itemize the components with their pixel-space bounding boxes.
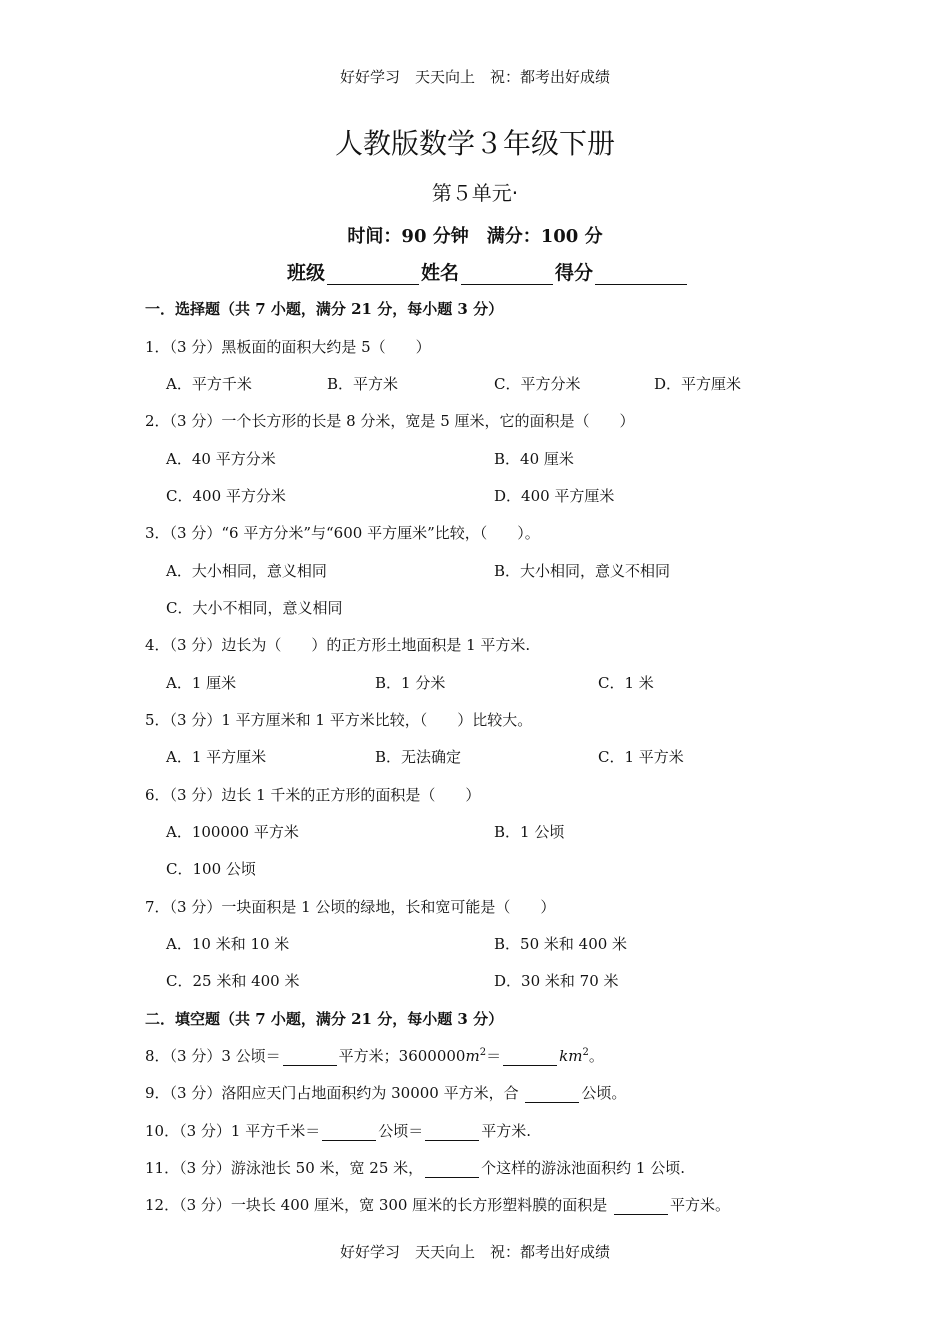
question-9-blank[interactable]	[525, 1086, 579, 1103]
question-4-option-a[interactable]: A．1 厘米	[166, 674, 237, 692]
question-11: 11．（3 分）游泳池长 50 米，宽 25 米， 个这样的游泳池面积约 1 公顷.	[145, 1159, 686, 1177]
question-7-option-c[interactable]: C．25 米和 400 米	[166, 972, 300, 990]
question-8-blank-2[interactable]	[503, 1049, 557, 1066]
section-heading-choice: 一．选择题（共 7 小题，满分 21 分，每小题 3 分）	[145, 300, 504, 318]
page-header: 好好学习 天天向上 祝：都考出好成绩	[339, 68, 610, 86]
question-7-stem: 7．（3 分）一块面积是 1 公顷的绿地，长和宽可能是（ ）	[145, 898, 556, 916]
question-1-option-b[interactable]: B．平方米	[327, 375, 399, 393]
question-7-option-b[interactable]: B．50 米和 400 米	[494, 935, 628, 953]
class-blank[interactable]	[327, 264, 419, 285]
question-11-blank[interactable]	[425, 1161, 479, 1178]
question-8-blank-1[interactable]	[283, 1049, 337, 1066]
question-5-option-a[interactable]: A．1 平方厘米	[166, 748, 267, 766]
question-2-stem: 2．（3 分）一个长方形的长是 8 分米，宽是 5 厘米，它的面积是（ ）	[145, 412, 635, 430]
question-2-option-a[interactable]: A．40 平方分米	[166, 450, 276, 468]
question-7-option-a[interactable]: A．10 米和 10 米	[166, 935, 290, 953]
question-12: 12．（3 分）一块长 400 厘米，宽 300 厘米的长方形塑料膜的面积是 平方米。	[145, 1196, 731, 1214]
score-blank[interactable]	[595, 264, 687, 285]
question-6-option-b[interactable]: B．1 公顷	[494, 823, 565, 841]
question-5-option-c[interactable]: C．1 平方米	[598, 748, 684, 766]
question-3-stem: 3．（3 分）“6 平方分米”与“600 平方厘米”比较，（ ）。	[145, 524, 540, 542]
question-6-option-a[interactable]: A．100000 平方米	[166, 823, 299, 841]
page-footer: 好好学习 天天向上 祝：都考出好成绩	[339, 1243, 610, 1261]
question-1-option-a[interactable]: A．平方千米	[166, 375, 252, 393]
question-5-stem: 5．（3 分）1 平方厘米和 1 平方米比较，（ ）比较大。	[145, 711, 533, 729]
question-2-option-c[interactable]: C．400 平方分米	[166, 487, 286, 505]
question-10: 10．（3 分）1 平方千米＝ 公顷＝ 平方米.	[145, 1122, 532, 1140]
question-10-blank-1[interactable]	[322, 1124, 376, 1141]
name-blank[interactable]	[461, 264, 553, 285]
question-1-stem: 1．（3 分）黑板面的面积大约是 5（ ）	[145, 338, 431, 356]
unit-subtitle: 第５单元·	[431, 181, 519, 205]
score-label: 得分	[555, 262, 594, 284]
question-2-option-b[interactable]: B．40 厘米	[494, 450, 574, 468]
question-4-stem: 4．（3 分）边长为（ ）的正方形土地面积是 1 平方米.	[145, 636, 531, 654]
time-info: 时间：90 分钟 满分：100 分	[347, 226, 603, 247]
student-info-line	[287, 258, 689, 285]
question-4-option-b[interactable]: B．1 分米	[375, 674, 446, 692]
question-10-blank-2[interactable]	[425, 1124, 479, 1141]
question-12-blank[interactable]	[614, 1198, 668, 1215]
question-9: 9．（3 分）洛阳应天门占地面积约为 30000 平方米，合 公顷。	[145, 1084, 627, 1102]
question-4-option-c[interactable]: C．1 米	[598, 674, 654, 692]
question-1-option-d[interactable]: D．平方厘米	[654, 375, 742, 393]
question-2-option-d[interactable]: D．400 平方厘米	[494, 487, 615, 505]
question-5-option-b[interactable]: B．无法确定	[375, 748, 462, 766]
question-3-option-b[interactable]: B．大小相同，意义不相同	[494, 562, 671, 580]
question-6-stem: 6．（3 分）边长 1 千米的正方形的面积是（ ）	[145, 786, 481, 804]
name-label: 姓名	[421, 262, 460, 284]
question-1-option-c[interactable]: C．平方分米	[494, 375, 581, 393]
page-title: 人教版数学３年级下册	[334, 127, 615, 160]
question-3-option-a[interactable]: A．大小相同，意义相同	[166, 562, 327, 580]
question-3-option-c[interactable]: C．大小不相同，意义相同	[166, 599, 343, 617]
question-8: 8．（3 分）3 公顷＝ 平方米；$3600000m^2= km^2$。	[145, 1047, 604, 1065]
section-heading-fill-in: 二．填空题（共 7 小题，满分 21 分，每小题 3 分）	[145, 1010, 504, 1028]
question-7-option-d[interactable]: D．30 米和 70 米	[494, 972, 619, 990]
class-label: 班级	[287, 262, 326, 284]
question-6-option-c[interactable]: C．100 公顷	[166, 860, 256, 878]
